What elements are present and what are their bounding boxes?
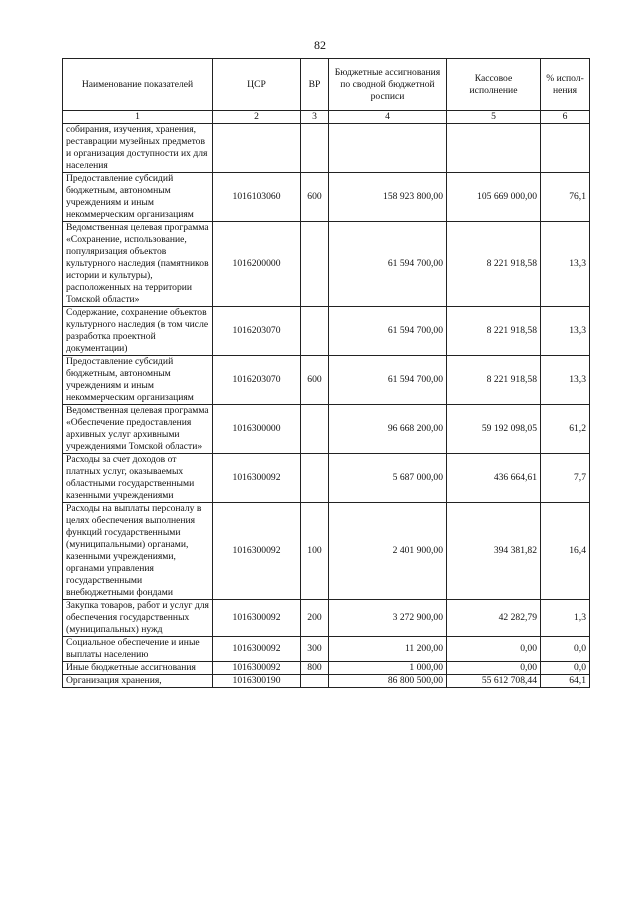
column-number-row: [63, 111, 590, 124]
percent-cell: 16,4: [541, 503, 590, 600]
csr-code-cell: 1016300092: [213, 600, 301, 637]
budget-amount-cell: [329, 124, 447, 173]
csr-code-cell: [213, 124, 301, 173]
percent-cell: 13,3: [541, 222, 590, 307]
executed-amount-cell: 8 221 918,58: [447, 307, 541, 356]
indicator-name-cell: Предоставление субсидий бюджетным, автономным учреждениям и иным некоммерческим организациям: [63, 356, 213, 405]
column-number: 3: [301, 111, 329, 124]
executed-amount-cell: 42 282,79: [447, 600, 541, 637]
table-row: [63, 503, 590, 600]
table-row: [63, 675, 590, 688]
table-row: [63, 454, 590, 503]
executed-amount-cell: 8 221 918,58: [447, 222, 541, 307]
vr-code-cell: [301, 405, 329, 454]
percent-cell: 13,3: [541, 356, 590, 405]
indicator-name-cell: Расходы за счет доходов от платных услуг, оказываемых областными государственными казенными учреждениями: [63, 454, 213, 503]
header-indicator-name: Наименование показателей: [63, 59, 213, 111]
percent-cell: 0,0: [541, 637, 590, 662]
indicator-name-cell: собирания, изучения, хранения, реставрации музейных предметов и организация доступности их для населения: [63, 124, 213, 173]
header-cash-execution: Кассовое исполнение: [447, 59, 541, 111]
vr-code-cell: 600: [301, 356, 329, 405]
budget-amount-cell: 5 687 000,00: [329, 454, 447, 503]
page-number: 82: [314, 38, 326, 52]
percent-cell: 13,3: [541, 307, 590, 356]
column-number: 5: [447, 111, 541, 124]
table-row: [63, 124, 590, 173]
vr-code-cell: 300: [301, 637, 329, 662]
column-number: 1: [63, 111, 213, 124]
executed-amount-cell: 394 381,82: [447, 503, 541, 600]
table-row: [63, 356, 590, 405]
table-row: [63, 637, 590, 662]
vr-code-cell: 600: [301, 173, 329, 222]
vr-code-cell: [301, 307, 329, 356]
column-number: 2: [213, 111, 301, 124]
csr-code-cell: 1016300190: [213, 675, 301, 688]
executed-amount-cell: 0,00: [447, 637, 541, 662]
indicator-name-cell: Социальное обеспечение и иные выплаты населению: [63, 637, 213, 662]
csr-code-cell: 1016300092: [213, 662, 301, 675]
budget-amount-cell: 1 000,00: [329, 662, 447, 675]
csr-code-cell: 1016203070: [213, 356, 301, 405]
budget-amount-cell: 61 594 700,00: [329, 307, 447, 356]
table-row: [63, 173, 590, 222]
vr-code-cell: 100: [301, 503, 329, 600]
percent-cell: 76,1: [541, 173, 590, 222]
header-vr: ВР: [301, 59, 329, 111]
table-body: [63, 124, 590, 688]
budget-amount-cell: 61 594 700,00: [329, 356, 447, 405]
budget-amount-cell: 11 200,00: [329, 637, 447, 662]
percent-cell: 7,7: [541, 454, 590, 503]
indicator-name-cell: Ведомственная целевая программа «Обеспечение предоставления архивных услуг архивными учреждениями Томской области»: [63, 405, 213, 454]
csr-code-cell: 1016300092: [213, 454, 301, 503]
executed-amount-cell: 105 669 000,00: [447, 173, 541, 222]
header-percent-execution: % испол- нения: [541, 59, 590, 111]
indicator-name-cell: Закупка товаров, работ и услуг для обеспечения государственных (муниципальных) нужд: [63, 600, 213, 637]
column-number: 4: [329, 111, 447, 124]
budget-amount-cell: 96 668 200,00: [329, 405, 447, 454]
budget-amount-cell: 2 401 900,00: [329, 503, 447, 600]
executed-amount-cell: [447, 124, 541, 173]
header-row: [63, 59, 590, 111]
budget-amount-cell: 61 594 700,00: [329, 222, 447, 307]
table-row: [63, 600, 590, 637]
budget-amount-cell: 3 272 900,00: [329, 600, 447, 637]
indicator-name-cell: Организация хранения,: [63, 675, 213, 688]
indicator-name-cell: Иные бюджетные ассигнования: [63, 662, 213, 675]
table-row: [63, 405, 590, 454]
indicator-name-cell: Предоставление субсидий бюджетным, автономным учреждениям и иным некоммерческим организациям: [63, 173, 213, 222]
executed-amount-cell: 436 664,61: [447, 454, 541, 503]
vr-code-cell: [301, 222, 329, 307]
csr-code-cell: 1016203070: [213, 307, 301, 356]
table-row: [63, 222, 590, 307]
vr-code-cell: [301, 454, 329, 503]
header-csr: ЦСР: [213, 59, 301, 111]
budget-amount-cell: 86 800 500,00: [329, 675, 447, 688]
csr-code-cell: 1016300092: [213, 503, 301, 600]
csr-code-cell: 1016200000: [213, 222, 301, 307]
executed-amount-cell: 59 192 098,05: [447, 405, 541, 454]
csr-code-cell: 1016300000: [213, 405, 301, 454]
percent-cell: 0,0: [541, 662, 590, 675]
vr-code-cell: 800: [301, 662, 329, 675]
percent-cell: 64,1: [541, 675, 590, 688]
csr-code-cell: 1016300092: [213, 637, 301, 662]
vr-code-cell: [301, 124, 329, 173]
percent-cell: 61,2: [541, 405, 590, 454]
vr-code-cell: [301, 675, 329, 688]
table-row: [63, 662, 590, 675]
executed-amount-cell: 55 612 708,44: [447, 675, 541, 688]
percent-cell: 1,3: [541, 600, 590, 637]
indicator-name-cell: Ведомственная целевая программа «Сохранение, использование, популяризация объектов культурного наследия (памятников истории и культуры), расположенных на территории Томской области»: [63, 222, 213, 307]
vr-code-cell: 200: [301, 600, 329, 637]
percent-cell: [541, 124, 590, 173]
indicator-name-cell: Содержание, сохранение объектов культурного наследия (в том числе разработка проектной документации): [63, 307, 213, 356]
table-row: [63, 307, 590, 356]
executed-amount-cell: 8 221 918,58: [447, 356, 541, 405]
csr-code-cell: 1016103060: [213, 173, 301, 222]
budget-amount-cell: 158 923 800,00: [329, 173, 447, 222]
header-budget-allocations: Бюджетные ассигнования по сводной бюджетной росписи: [329, 59, 447, 111]
executed-amount-cell: 0,00: [447, 662, 541, 675]
column-number: 6: [541, 111, 590, 124]
indicator-name-cell: Расходы на выплаты персоналу в целях обеспечения выполнения функций государственными (муниципальными) органами, казенными учреждениями, органами управления государственными внебюджетными фондами: [63, 503, 213, 600]
budget-execution-table: [62, 58, 590, 688]
